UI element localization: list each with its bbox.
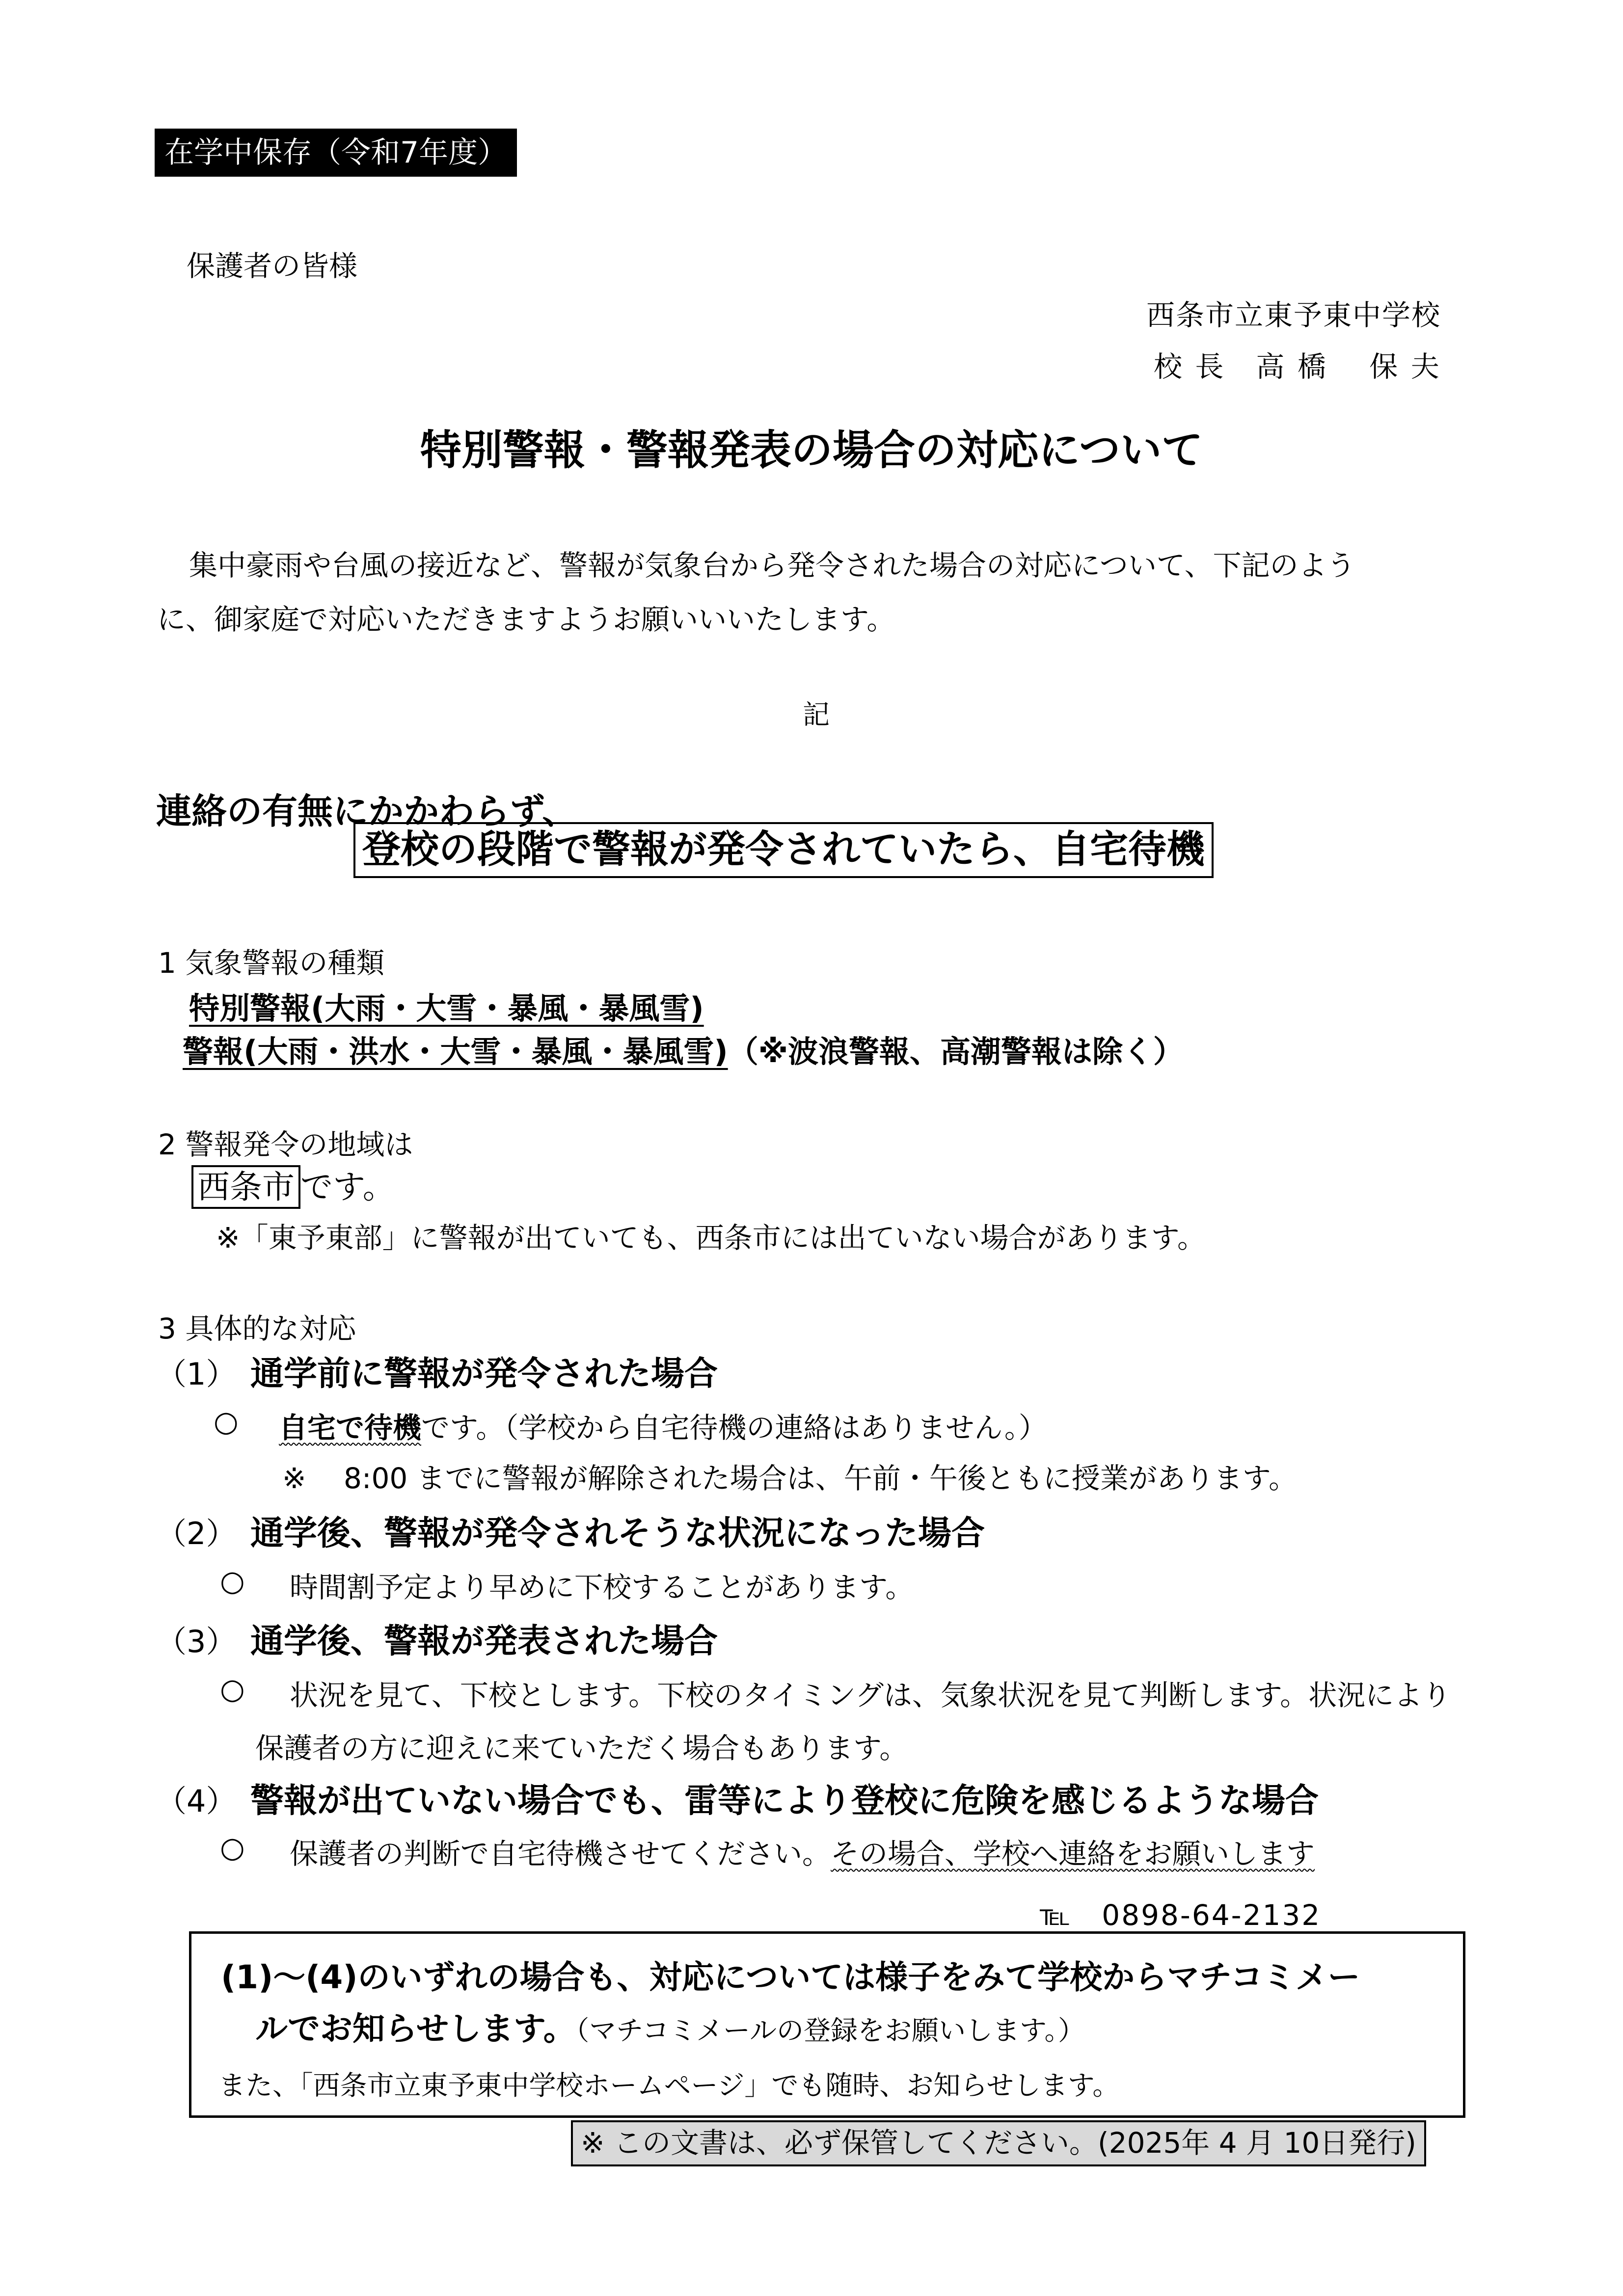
headline-line-1: 連絡の有無にかかわらず、 <box>156 791 578 832</box>
case-1-note: ※ 8:00 までに警報が解除された場合は、午前・午後ともに授業があります。 <box>282 1462 1298 1495</box>
notice-line-2-row <box>255 2002 1085 2049</box>
footer-note: ※ この文書は、必ず保管してください。(2025年 4 月 10日発行) <box>571 2120 1426 2166</box>
case-1-action-suffix: です。 <box>421 1411 505 1444</box>
retention-tag: 在学中保存（令和7年度） <box>155 129 517 177</box>
school-phone: ℡ 0898-64-2132 <box>1040 1898 1322 1932</box>
notice-line-2-paren: （マチコミメールの登録をお願いします。） <box>575 2015 1085 2046</box>
case-3-line-1: 状況を見て、下校とします。下校のタイミングは、気象状況を見て判断します。状況により <box>290 1679 1451 1712</box>
case-4-text-2: その場合、学校へ連絡をお願いします <box>831 1837 1315 1870</box>
page-title: 特別警報・警報発表の場合の対応について <box>420 426 1203 474</box>
area-name-box: 西条市 <box>191 1165 300 1209</box>
case-3-number: （3） <box>156 1624 237 1659</box>
case-1-title: 通学前に警報が発令された場合 <box>250 1355 718 1393</box>
case-2-title: 通学後、警報が発令されそうな状況になった場合 <box>250 1514 985 1553</box>
case-4-bullet: ○ <box>220 1831 245 1864</box>
warning-exclusion-note: （※波浪警報、高潮警報は除く） <box>728 1034 1184 1069</box>
notice-line-3: また、「西条市立東予東中学校ホームページ」でも随時、お知らせします。 <box>218 2070 1120 2101</box>
area-suffix: です。 <box>300 1168 395 1206</box>
case-3-title: 通学後、警報が発表された場合 <box>250 1622 718 1661</box>
section-1-heading: 1 気象警報の種類 <box>158 946 385 980</box>
special-warning-list: 特別警報(大雨・大雪・暴風・暴風雪) <box>189 990 704 1026</box>
ki-mark: 記 <box>803 699 830 730</box>
case-3-bullet: ○ <box>220 1672 245 1706</box>
warning-list-row <box>183 1027 1184 1071</box>
sender-school: 西条市立東予東中学校 <box>1146 298 1441 332</box>
notice-line-1: (1)～(4)のいずれの場合も、対応については様子をみて学校からマチコミメー <box>221 1958 1360 1996</box>
case-4-text-1: 保護者の判断で自宅待機させてください。 <box>290 1837 831 1870</box>
section-3-heading: 3 具体的な対応 <box>158 1312 356 1345</box>
intro-line-2: に、御家庭で対応いただきますようお願いいいたします。 <box>157 603 895 636</box>
case-1-number: （1） <box>156 1356 237 1392</box>
recipient: 保護者の皆様 <box>187 249 358 283</box>
case-1-action-paren: （学校から自宅待機の連絡はありません。） <box>504 1411 1047 1444</box>
case-3-line-2: 保護者の方に迎えに来ていただく場合もあります。 <box>255 1732 908 1765</box>
headline-boxed: 登校の段階で警報が発令されていたら、自宅待機 <box>353 822 1214 878</box>
notice-line-2: ルでお知らせします。 <box>255 2010 576 2048</box>
case-1-bullet: ○ <box>214 1405 239 1438</box>
intro-line-1: 集中豪雨や台風の接近など、警報が気象台から発令された場合の対応について、下記のよう <box>189 549 1355 582</box>
case-2-number: （2） <box>156 1516 237 1551</box>
warning-list: 警報(大雨・洪水・大雪・暴風・暴風雪) <box>183 1034 728 1069</box>
case-4-title: 警報が出ていない場合でも、雷等により登校に危険を感じるような場合 <box>250 1782 1319 1820</box>
area-row <box>191 1161 395 1207</box>
section-2-heading: 2 警報発令の地域は <box>158 1128 413 1161</box>
case-1-action-row <box>279 1405 1047 1446</box>
case-2-text: 時間割予定より早めに下校することがあります。 <box>290 1571 914 1604</box>
sender-principal: 校 長 高 橋 保 夫 <box>1154 350 1441 383</box>
case-4-text-row <box>290 1831 1315 1872</box>
case-4-number: （4） <box>156 1783 237 1819</box>
case-2-bullet: ○ <box>220 1564 245 1598</box>
case-1-action: 自宅で待機 <box>279 1411 422 1444</box>
area-note: ※「東予東部」に警報が出ていても、西条市には出ていない場合があります。 <box>216 1221 1206 1255</box>
